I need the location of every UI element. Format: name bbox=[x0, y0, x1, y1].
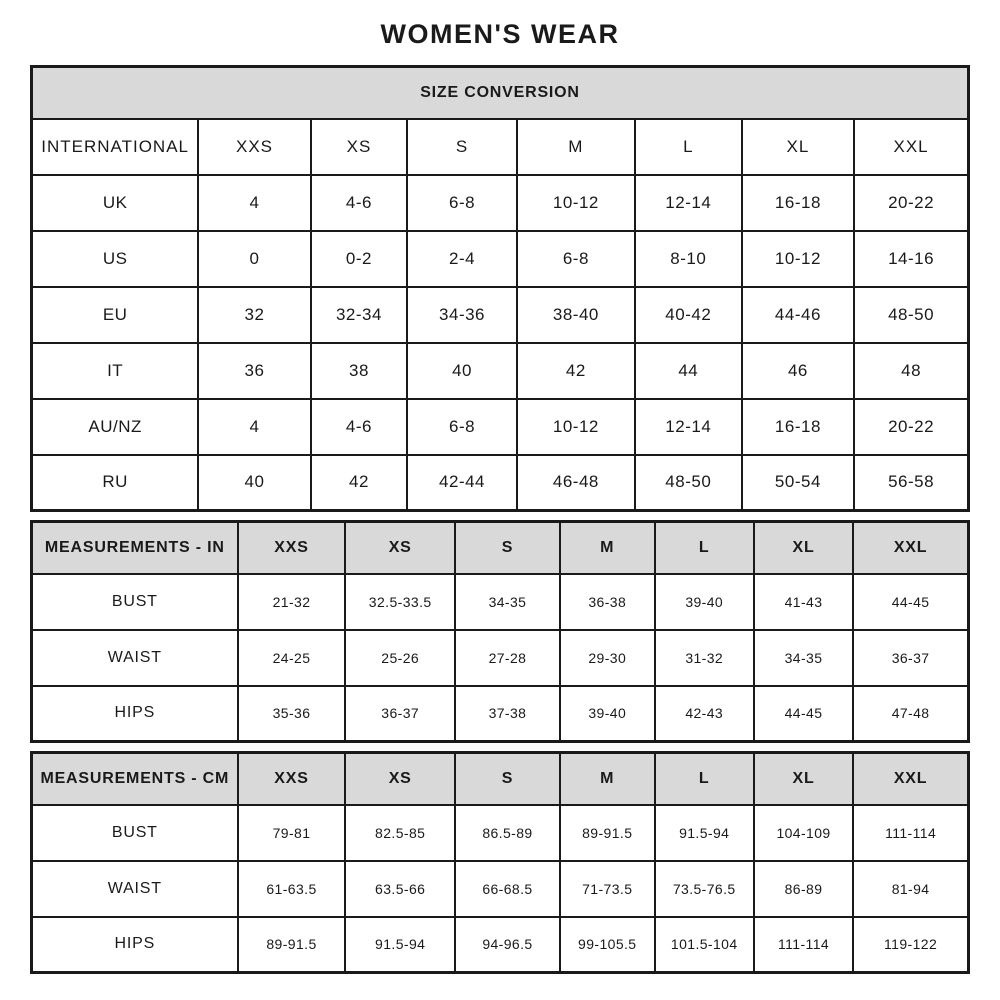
measurements-in-cell-bust-s: 34-35 bbox=[455, 574, 560, 630]
size-conversion-header-label: INTERNATIONAL bbox=[32, 119, 199, 175]
size-conversion-title-row bbox=[32, 67, 969, 119]
size-conversion-cell-it-xl: 46 bbox=[742, 343, 854, 399]
measurements-in-cell-bust-l: 39-40 bbox=[655, 574, 754, 630]
measurements-in-cell-hips-xxl: 47-48 bbox=[853, 686, 968, 742]
measurements-cm-row-label-waist: WAIST bbox=[32, 861, 238, 917]
measurements-in-row-label-hips: HIPS bbox=[32, 686, 238, 742]
measurements-in-header-row bbox=[32, 522, 969, 574]
measurements-in-row-waist bbox=[32, 630, 969, 686]
measurements-cm-cell-waist-xxs: 61-63.5 bbox=[238, 861, 346, 917]
measurements-in-header-xl: XL bbox=[754, 522, 853, 574]
size-conversion-row-label-eu: EU bbox=[32, 287, 199, 343]
size-conversion-cell-it-m: 42 bbox=[517, 343, 635, 399]
measurements-in-cell-bust-xs: 32.5-33.5 bbox=[345, 574, 455, 630]
size-conversion-cell-eu-m: 38-40 bbox=[517, 287, 635, 343]
measurements-in-table bbox=[30, 520, 970, 743]
size-conversion-cell-us-xxl: 14-16 bbox=[854, 231, 968, 287]
size-conversion-cell-uk-xxl: 20-22 bbox=[854, 175, 968, 231]
measurements-in-cell-waist-xs: 25-26 bbox=[345, 630, 455, 686]
measurements-cm-cell-bust-xxs: 79-81 bbox=[238, 805, 346, 861]
size-conversion-cell-au-nz-xxs: 4 bbox=[198, 399, 310, 455]
measurements-cm-header-xl: XL bbox=[754, 753, 853, 805]
size-conversion-cell-us-xl: 10-12 bbox=[742, 231, 854, 287]
measurements-in-header-xs: XS bbox=[345, 522, 455, 574]
measurements-in-cell-waist-xl: 34-35 bbox=[754, 630, 853, 686]
measurements-cm-header-l: L bbox=[655, 753, 754, 805]
measurements-cm-cell-bust-l: 91.5-94 bbox=[655, 805, 754, 861]
measurements-in-cell-waist-xxs: 24-25 bbox=[238, 630, 346, 686]
measurements-cm-table bbox=[30, 751, 970, 974]
measurements-cm-header-xxs: XXS bbox=[238, 753, 346, 805]
measurements-in-header-label: MEASUREMENTS - IN bbox=[32, 522, 238, 574]
size-conversion-cell-eu-xxl: 48-50 bbox=[854, 287, 968, 343]
measurements-in-cell-waist-xxl: 36-37 bbox=[853, 630, 968, 686]
size-conversion-cell-uk-xs: 4-6 bbox=[311, 175, 408, 231]
measurements-cm-cell-hips-xxs: 89-91.5 bbox=[238, 917, 346, 973]
size-conversion-cell-eu-s: 34-36 bbox=[407, 287, 517, 343]
measurements-in-header-s: S bbox=[455, 522, 560, 574]
measurements-cm-header-label: MEASUREMENTS - CM bbox=[32, 753, 238, 805]
size-conversion-cell-ru-s: 42-44 bbox=[407, 455, 517, 511]
measurements-cm-cell-waist-xs: 63.5-66 bbox=[345, 861, 455, 917]
measurements-cm-cell-waist-m: 71-73.5 bbox=[560, 861, 655, 917]
measurements-cm-row-hips bbox=[32, 917, 969, 973]
measurements-in-header-l: L bbox=[655, 522, 754, 574]
size-conversion-cell-eu-xs: 32-34 bbox=[311, 287, 408, 343]
measurements-in-cell-hips-m: 39-40 bbox=[560, 686, 655, 742]
measurements-in-row-label-waist: WAIST bbox=[32, 630, 238, 686]
measurements-in-cell-hips-xl: 44-45 bbox=[754, 686, 853, 742]
measurements-in-cell-waist-m: 29-30 bbox=[560, 630, 655, 686]
size-conversion-row-it bbox=[32, 343, 969, 399]
size-conversion-row-us bbox=[32, 231, 969, 287]
measurements-cm-cell-hips-xs: 91.5-94 bbox=[345, 917, 455, 973]
measurements-cm-cell-hips-m: 99-105.5 bbox=[560, 917, 655, 973]
size-conversion-cell-ru-xl: 50-54 bbox=[742, 455, 854, 511]
measurements-cm-cell-bust-xs: 82.5-85 bbox=[345, 805, 455, 861]
measurements-cm-cell-hips-s: 94-96.5 bbox=[455, 917, 560, 973]
measurements-in-cell-waist-l: 31-32 bbox=[655, 630, 754, 686]
size-conversion-row-au-nz bbox=[32, 399, 969, 455]
size-conversion-cell-uk-xxs: 4 bbox=[198, 175, 310, 231]
measurements-in-cell-hips-l: 42-43 bbox=[655, 686, 754, 742]
size-conversion-row-label-au-nz: AU/NZ bbox=[32, 399, 199, 455]
size-conversion-header-row bbox=[32, 119, 969, 175]
size-conversion-header-xl: XL bbox=[742, 119, 854, 175]
measurements-cm-row-label-hips: HIPS bbox=[32, 917, 238, 973]
size-conversion-cell-it-xxl: 48 bbox=[854, 343, 968, 399]
size-conversion-cell-eu-xl: 44-46 bbox=[742, 287, 854, 343]
measurements-in-header-xxl: XXL bbox=[853, 522, 968, 574]
size-conversion-cell-au-nz-xl: 16-18 bbox=[742, 399, 854, 455]
size-conversion-cell-uk-s: 6-8 bbox=[407, 175, 517, 231]
measurements-in-row-label-bust: BUST bbox=[32, 574, 238, 630]
measurements-cm-header-xs: XS bbox=[345, 753, 455, 805]
size-conversion-cell-us-xxs: 0 bbox=[198, 231, 310, 287]
size-conversion-header-m: M bbox=[517, 119, 635, 175]
size-conversion-row-eu bbox=[32, 287, 969, 343]
measurements-cm-header-m: M bbox=[560, 753, 655, 805]
measurements-cm-cell-waist-l: 73.5-76.5 bbox=[655, 861, 754, 917]
size-conversion-row-uk bbox=[32, 175, 969, 231]
size-conversion-cell-us-l: 8-10 bbox=[635, 231, 742, 287]
measurements-in-row-hips bbox=[32, 686, 969, 742]
measurements-in-cell-hips-xs: 36-37 bbox=[345, 686, 455, 742]
size-conversion-cell-au-nz-xs: 4-6 bbox=[311, 399, 408, 455]
measurements-in-cell-bust-xxs: 21-32 bbox=[238, 574, 346, 630]
measurements-cm-cell-bust-xl: 104-109 bbox=[754, 805, 853, 861]
measurements-cm-cell-waist-xxl: 81-94 bbox=[853, 861, 968, 917]
size-conversion-cell-uk-l: 12-14 bbox=[635, 175, 742, 231]
size-conversion-header-l: L bbox=[635, 119, 742, 175]
measurements-cm-header-s: S bbox=[455, 753, 560, 805]
measurements-cm-cell-waist-s: 66-68.5 bbox=[455, 861, 560, 917]
measurements-cm-cell-waist-xl: 86-89 bbox=[754, 861, 853, 917]
size-conversion-cell-it-xxs: 36 bbox=[198, 343, 310, 399]
page-title: WOMEN'S WEAR bbox=[380, 19, 620, 49]
size-conversion-cell-uk-m: 10-12 bbox=[517, 175, 635, 231]
measurements-in-header-m: M bbox=[560, 522, 655, 574]
measurements-in-cell-bust-xl: 41-43 bbox=[754, 574, 853, 630]
size-conversion-cell-it-xs: 38 bbox=[311, 343, 408, 399]
size-conversion-cell-it-l: 44 bbox=[635, 343, 742, 399]
size-conversion-cell-au-nz-l: 12-14 bbox=[635, 399, 742, 455]
size-conversion-header-xxl: XXL bbox=[854, 119, 968, 175]
size-conversion-row-label-ru: RU bbox=[32, 455, 199, 511]
size-conversion-title: SIZE CONVERSION bbox=[32, 67, 969, 119]
size-conversion-cell-ru-xxs: 40 bbox=[198, 455, 310, 511]
size-conversion-row-ru bbox=[32, 455, 969, 511]
size-conversion-row-label-uk: UK bbox=[32, 175, 199, 231]
size-conversion-cell-uk-xl: 16-18 bbox=[742, 175, 854, 231]
measurements-cm-header-row bbox=[32, 753, 969, 805]
measurements-in-cell-bust-xxl: 44-45 bbox=[853, 574, 968, 630]
measurements-cm-row-waist bbox=[32, 861, 969, 917]
measurements-in-cell-bust-m: 36-38 bbox=[560, 574, 655, 630]
measurements-cm-header-xxl: XXL bbox=[853, 753, 968, 805]
size-conversion-cell-ru-xs: 42 bbox=[311, 455, 408, 511]
size-conversion-header-s: S bbox=[407, 119, 517, 175]
measurements-cm-cell-hips-xl: 111-114 bbox=[754, 917, 853, 973]
measurements-in-cell-waist-s: 27-28 bbox=[455, 630, 560, 686]
size-conversion-cell-it-s: 40 bbox=[407, 343, 517, 399]
size-conversion-header-xs: XS bbox=[311, 119, 408, 175]
size-conversion-cell-ru-m: 46-48 bbox=[517, 455, 635, 511]
measurements-cm-row-bust bbox=[32, 805, 969, 861]
measurements-in-row-bust bbox=[32, 574, 969, 630]
measurements-in-header-xxs: XXS bbox=[238, 522, 346, 574]
size-conversion-header-xxs: XXS bbox=[198, 119, 310, 175]
size-conversion-cell-au-nz-s: 6-8 bbox=[407, 399, 517, 455]
size-conversion-cell-ru-l: 48-50 bbox=[635, 455, 742, 511]
size-conversion-cell-us-xs: 0-2 bbox=[311, 231, 408, 287]
size-conversion-cell-us-m: 6-8 bbox=[517, 231, 635, 287]
size-conversion-cell-ru-xxl: 56-58 bbox=[854, 455, 968, 511]
size-conversion-cell-eu-l: 40-42 bbox=[635, 287, 742, 343]
size-conversion-cell-eu-xxs: 32 bbox=[198, 287, 310, 343]
measurements-in-cell-hips-xxs: 35-36 bbox=[238, 686, 346, 742]
measurements-cm-cell-bust-s: 86.5-89 bbox=[455, 805, 560, 861]
size-conversion-cell-au-nz-xxl: 20-22 bbox=[854, 399, 968, 455]
measurements-cm-cell-hips-xxl: 119-122 bbox=[853, 917, 968, 973]
measurements-cm-cell-hips-l: 101.5-104 bbox=[655, 917, 754, 973]
measurements-cm-cell-bust-xxl: 111-114 bbox=[853, 805, 968, 861]
measurements-in-cell-hips-s: 37-38 bbox=[455, 686, 560, 742]
size-conversion-row-label-it: IT bbox=[32, 343, 199, 399]
measurements-cm-cell-bust-m: 89-91.5 bbox=[560, 805, 655, 861]
measurements-cm-row-label-bust: BUST bbox=[32, 805, 238, 861]
size-conversion-table bbox=[30, 65, 970, 512]
size-conversion-cell-us-s: 2-4 bbox=[407, 231, 517, 287]
size-conversion-row-label-us: US bbox=[32, 231, 199, 287]
size-conversion-cell-au-nz-m: 10-12 bbox=[517, 399, 635, 455]
